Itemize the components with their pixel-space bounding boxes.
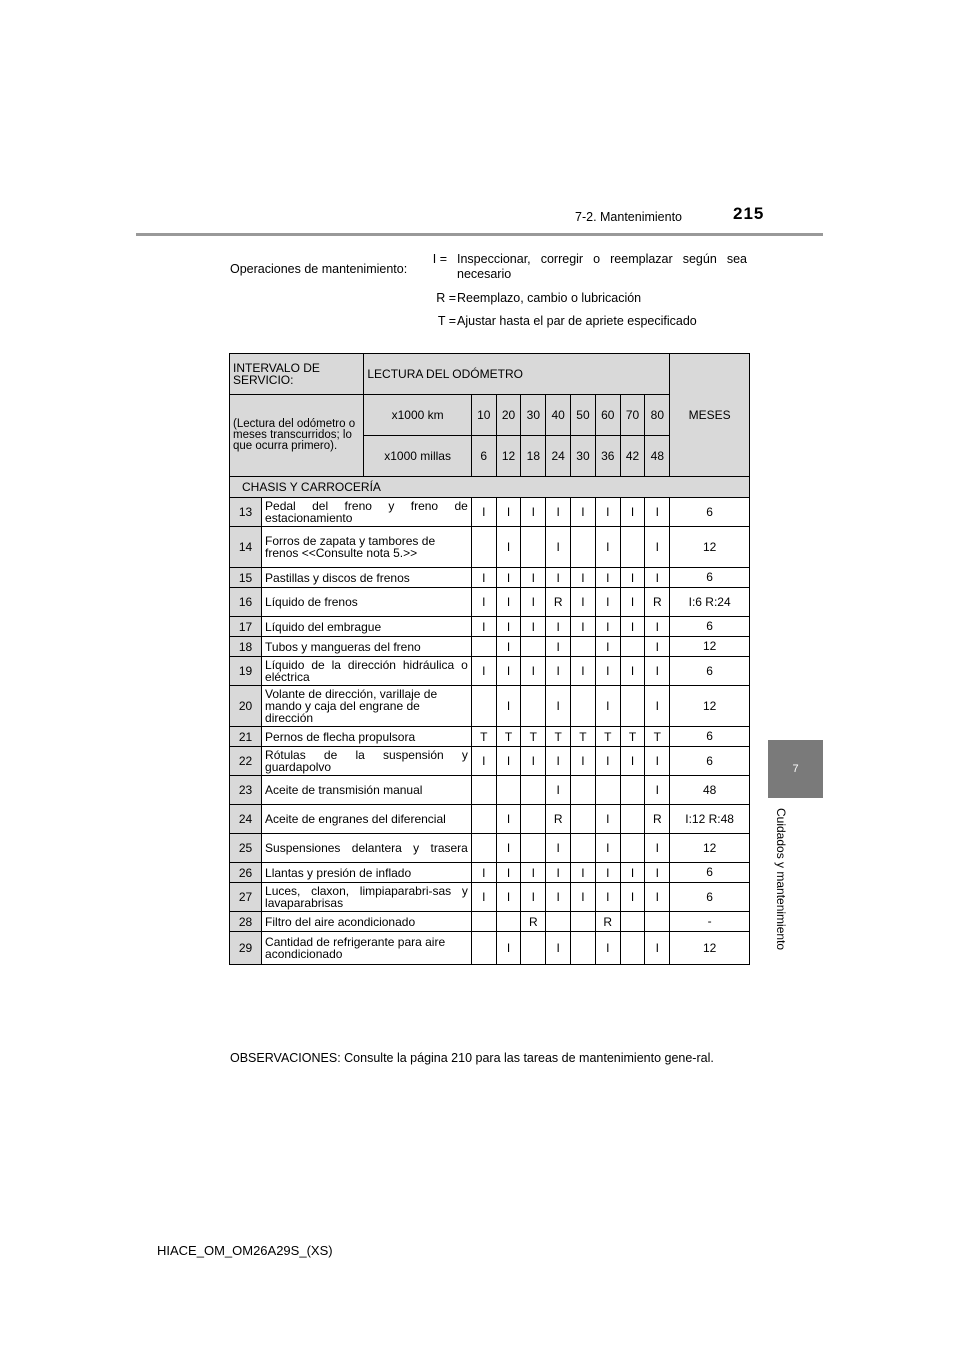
interval-cell: I bbox=[496, 498, 521, 527]
interval-cell bbox=[620, 686, 645, 727]
item-description: Filtro del aire acondicionado bbox=[262, 912, 472, 932]
interval-cell: I bbox=[546, 686, 571, 727]
miles-value: 30 bbox=[571, 436, 596, 477]
interval-cell: I bbox=[471, 588, 496, 617]
interval-cell: I bbox=[571, 747, 596, 776]
item-description: Rótulas de la suspensión y guardapolvo bbox=[262, 747, 472, 776]
observations: OBSERVACIONES: Consulte la página 210 para las tareas de mantenimiento gene-ral. bbox=[230, 1051, 714, 1065]
interval-cell: I bbox=[595, 588, 620, 617]
interval-cell: I bbox=[620, 657, 645, 686]
item-description: Volante de dirección, varillaje de mando y caja del engrane de dirección bbox=[262, 686, 472, 727]
interval-cell: R bbox=[546, 588, 571, 617]
interval-cell: R bbox=[546, 805, 571, 834]
interval-cell bbox=[496, 912, 521, 932]
interval-cell: I bbox=[471, 617, 496, 637]
interval-cell: I bbox=[521, 498, 546, 527]
interval-cell: I bbox=[595, 932, 620, 965]
interval-cell: I bbox=[571, 657, 596, 686]
miles-value: 24 bbox=[546, 436, 571, 477]
interval-cell: I bbox=[496, 883, 521, 912]
interval-cell: I bbox=[521, 747, 546, 776]
interval-cell bbox=[620, 527, 645, 568]
months-cell: 6 bbox=[670, 863, 750, 883]
interval-cell: I bbox=[595, 637, 620, 657]
interval-cell: I bbox=[496, 568, 521, 588]
months-cell: 12 bbox=[670, 637, 750, 657]
table-row bbox=[230, 657, 750, 686]
interval-cell: I bbox=[595, 498, 620, 527]
interval-cell: I bbox=[620, 588, 645, 617]
odometer-header: LECTURA DEL ODÓMETRO bbox=[364, 354, 670, 395]
interval-cell: I bbox=[595, 834, 620, 863]
interval-cell: T bbox=[496, 727, 521, 747]
interval-cell bbox=[571, 686, 596, 727]
table-row bbox=[230, 747, 750, 776]
interval-cell bbox=[595, 776, 620, 805]
miles-value: 36 bbox=[595, 436, 620, 477]
table-row bbox=[230, 883, 750, 912]
interval-cell bbox=[571, 527, 596, 568]
item-description: Aceite de transmisión manual bbox=[262, 776, 472, 805]
months-cell: 6 bbox=[670, 617, 750, 637]
table-row bbox=[230, 527, 750, 568]
interval-cell: I bbox=[521, 568, 546, 588]
item-number: 21 bbox=[230, 727, 262, 747]
item-number: 26 bbox=[230, 863, 262, 883]
interval-cell: R bbox=[521, 912, 546, 932]
interval-cell bbox=[521, 805, 546, 834]
interval-cell: I bbox=[645, 527, 670, 568]
interval-cell: I bbox=[496, 617, 521, 637]
miles-value: 18 bbox=[521, 436, 546, 477]
interval-cell: I bbox=[620, 617, 645, 637]
interval-cell bbox=[471, 805, 496, 834]
months-cell: 6 bbox=[670, 883, 750, 912]
interval-cell: I bbox=[645, 834, 670, 863]
interval-cell: I bbox=[521, 657, 546, 686]
interval-cell bbox=[521, 637, 546, 657]
interval-cell: I bbox=[496, 834, 521, 863]
interval-cell: I bbox=[546, 834, 571, 863]
maintenance-table bbox=[229, 353, 750, 965]
legend-text: Reemplazo, cambio o lubricación bbox=[457, 291, 642, 305]
interval-cell: I bbox=[496, 805, 521, 834]
interval-cell: I bbox=[546, 863, 571, 883]
interval-cell: I bbox=[595, 863, 620, 883]
interval-header: INTERVALO DE SERVICIO: bbox=[230, 354, 364, 395]
table-row bbox=[230, 912, 750, 932]
item-description: Líquido de la dirección hidráulica o eléctrica bbox=[262, 657, 472, 686]
table-row bbox=[230, 932, 750, 965]
interval-cell: I bbox=[546, 932, 571, 965]
interval-cell bbox=[521, 527, 546, 568]
table-row bbox=[230, 617, 750, 637]
legend-symbol: T = bbox=[437, 314, 456, 328]
interval-cell: R bbox=[645, 588, 670, 617]
legend-symbol: I = bbox=[432, 252, 447, 266]
interval-cell: T bbox=[595, 727, 620, 747]
interval-cell: I bbox=[546, 498, 571, 527]
miles-value: 6 bbox=[471, 436, 496, 477]
item-number: 18 bbox=[230, 637, 262, 657]
interval-cell: I bbox=[471, 498, 496, 527]
interval-cell: I bbox=[645, 617, 670, 637]
item-description: Suspensiones delantera y trasera bbox=[262, 834, 472, 863]
item-description: Tubos y mangueras del freno bbox=[262, 637, 472, 657]
interval-cell: I bbox=[471, 657, 496, 686]
months-cell: 6 bbox=[670, 657, 750, 686]
months-cell: 6 bbox=[670, 727, 750, 747]
km-value: 70 bbox=[620, 395, 645, 436]
months-cell: 12 bbox=[670, 932, 750, 965]
item-number: 14 bbox=[230, 527, 262, 568]
interval-cell: I bbox=[645, 932, 670, 965]
interval-cell: T bbox=[471, 727, 496, 747]
legend-text: Inspeccionar, corregir o reemplazar según sea necesario bbox=[457, 252, 747, 281]
item-number: 16 bbox=[230, 588, 262, 617]
interval-cell: I bbox=[645, 657, 670, 686]
section-header: CHASIS Y CARROCERÍA bbox=[230, 477, 750, 498]
interval-cell: I bbox=[546, 776, 571, 805]
miles-label: x1000 millas bbox=[364, 436, 472, 477]
interval-cell bbox=[620, 637, 645, 657]
interval-cell: T bbox=[620, 727, 645, 747]
interval-cell bbox=[471, 932, 496, 965]
legend-symbol: R = bbox=[436, 291, 456, 305]
months-cell: - bbox=[670, 912, 750, 932]
interval-cell bbox=[571, 912, 596, 932]
km-value: 10 bbox=[471, 395, 496, 436]
interval-cell: I bbox=[571, 617, 596, 637]
interval-cell: I bbox=[471, 747, 496, 776]
item-description: Cantidad de refrigerante para aire acondicionado bbox=[262, 932, 472, 965]
item-description: Pernos de flecha propulsora bbox=[262, 727, 472, 747]
interval-cell: I bbox=[645, 863, 670, 883]
interval-cell: I bbox=[496, 686, 521, 727]
interval-cell: I bbox=[595, 568, 620, 588]
interval-cell bbox=[571, 776, 596, 805]
months-cell: 12 bbox=[670, 834, 750, 863]
interval-cell bbox=[471, 834, 496, 863]
interval-cell: I bbox=[496, 588, 521, 617]
item-number: 25 bbox=[230, 834, 262, 863]
interval-cell: I bbox=[546, 637, 571, 657]
interval-cell: I bbox=[595, 686, 620, 727]
interval-cell: I bbox=[546, 568, 571, 588]
item-number: 28 bbox=[230, 912, 262, 932]
interval-cell bbox=[546, 912, 571, 932]
interval-cell: R bbox=[645, 805, 670, 834]
interval-cell: I bbox=[546, 883, 571, 912]
interval-cell: I bbox=[521, 863, 546, 883]
interval-cell: I bbox=[571, 498, 596, 527]
miles-value: 48 bbox=[645, 436, 670, 477]
item-description: Forros de zapata y tambores de frenos <<Consulte nota 5.>> bbox=[262, 527, 472, 568]
km-value: 50 bbox=[571, 395, 596, 436]
km-value: 20 bbox=[496, 395, 521, 436]
interval-cell: I bbox=[496, 863, 521, 883]
interval-cell: I bbox=[496, 527, 521, 568]
interval-cell bbox=[521, 932, 546, 965]
interval-cell: I bbox=[521, 883, 546, 912]
months-cell: 6 bbox=[670, 498, 750, 527]
chapter-label-text: Cuidados y mantenimiento bbox=[774, 808, 788, 951]
interval-cell: I bbox=[496, 932, 521, 965]
item-number: 22 bbox=[230, 747, 262, 776]
item-number: 29 bbox=[230, 932, 262, 965]
chapter-number: 7 bbox=[792, 763, 799, 775]
interval-cell: I bbox=[496, 637, 521, 657]
interval-cell bbox=[521, 834, 546, 863]
item-description: Pedal del freno y freno de estacionamiento bbox=[262, 498, 472, 527]
table-row bbox=[230, 863, 750, 883]
interval-cell bbox=[571, 834, 596, 863]
interval-cell bbox=[471, 776, 496, 805]
interval-cell bbox=[496, 776, 521, 805]
interval-cell bbox=[521, 686, 546, 727]
months-cell: 6 bbox=[670, 568, 750, 588]
item-number: 13 bbox=[230, 498, 262, 527]
interval-note: (Lectura del odómetro o meses transcurridos; lo que ocurra primero). bbox=[230, 395, 364, 477]
interval-cell: I bbox=[546, 657, 571, 686]
interval-cell: I bbox=[645, 776, 670, 805]
chapter-label bbox=[770, 808, 790, 978]
interval-cell: R bbox=[595, 912, 620, 932]
interval-cell: T bbox=[546, 727, 571, 747]
months-cell: 12 bbox=[670, 686, 750, 727]
item-description: Pastillas y discos de frenos bbox=[262, 568, 472, 588]
interval-cell bbox=[620, 776, 645, 805]
interval-cell: T bbox=[571, 727, 596, 747]
interval-cell: I bbox=[595, 747, 620, 776]
months-cell: 48 bbox=[670, 776, 750, 805]
table-row bbox=[230, 588, 750, 617]
interval-cell bbox=[521, 776, 546, 805]
interval-cell: I bbox=[620, 883, 645, 912]
months-cell: 6 bbox=[670, 747, 750, 776]
interval-cell: T bbox=[521, 727, 546, 747]
interval-cell: I bbox=[645, 747, 670, 776]
item-description: Llantas y presión de inflado bbox=[262, 863, 472, 883]
interval-cell: I bbox=[620, 863, 645, 883]
interval-cell bbox=[620, 805, 645, 834]
item-number: 19 bbox=[230, 657, 262, 686]
interval-cell: I bbox=[546, 527, 571, 568]
months-cell: I:6 R:24 bbox=[670, 588, 750, 617]
interval-cell: I bbox=[521, 617, 546, 637]
interval-cell: I bbox=[595, 805, 620, 834]
interval-cell bbox=[620, 834, 645, 863]
interval-cell: I bbox=[645, 883, 670, 912]
table-row bbox=[230, 568, 750, 588]
interval-cell bbox=[471, 912, 496, 932]
interval-cell bbox=[571, 637, 596, 657]
interval-cell: I bbox=[595, 527, 620, 568]
item-number: 15 bbox=[230, 568, 262, 588]
table-row bbox=[230, 686, 750, 727]
interval-cell: I bbox=[571, 883, 596, 912]
interval-cell bbox=[571, 932, 596, 965]
item-number: 17 bbox=[230, 617, 262, 637]
interval-cell bbox=[620, 932, 645, 965]
table-row bbox=[230, 637, 750, 657]
interval-cell: I bbox=[546, 617, 571, 637]
interval-cell: I bbox=[595, 657, 620, 686]
interval-cell bbox=[471, 686, 496, 727]
months-cell: 12 bbox=[670, 527, 750, 568]
interval-cell: I bbox=[645, 637, 670, 657]
chapter-tab bbox=[768, 740, 823, 798]
legend-title: Operaciones de mantenimiento: bbox=[230, 262, 408, 276]
item-description: Aceite de engranes del diferencial bbox=[262, 805, 472, 834]
item-description: Luces, claxon, limpiaparabri-sas y lavaparabrisas bbox=[262, 883, 472, 912]
item-number: 23 bbox=[230, 776, 262, 805]
interval-cell: I bbox=[496, 747, 521, 776]
km-value: 60 bbox=[595, 395, 620, 436]
interval-cell: I bbox=[620, 568, 645, 588]
km-label: x1000 km bbox=[364, 395, 472, 436]
interval-cell: I bbox=[571, 588, 596, 617]
interval-cell: I bbox=[645, 568, 670, 588]
interval-cell bbox=[620, 912, 645, 932]
interval-cell: I bbox=[645, 498, 670, 527]
interval-cell bbox=[571, 805, 596, 834]
interval-cell: I bbox=[471, 568, 496, 588]
section-title: 7-2. Mantenimiento bbox=[575, 210, 683, 224]
item-number: 20 bbox=[230, 686, 262, 727]
km-value: 30 bbox=[521, 395, 546, 436]
interval-cell: I bbox=[595, 883, 620, 912]
interval-cell: T bbox=[645, 727, 670, 747]
km-value: 40 bbox=[546, 395, 571, 436]
interval-cell: I bbox=[595, 617, 620, 637]
interval-cell bbox=[471, 637, 496, 657]
interval-cell: I bbox=[471, 863, 496, 883]
item-description: Líquido del embrague bbox=[262, 617, 472, 637]
interval-cell: I bbox=[571, 568, 596, 588]
interval-cell: I bbox=[571, 863, 596, 883]
miles-value: 42 bbox=[620, 436, 645, 477]
km-value: 80 bbox=[645, 395, 670, 436]
miles-value: 12 bbox=[496, 436, 521, 477]
interval-cell bbox=[645, 912, 670, 932]
interval-cell: I bbox=[546, 747, 571, 776]
interval-cell: I bbox=[620, 747, 645, 776]
table-row bbox=[230, 498, 750, 527]
footer-code: HIACE_OM_OM26A29S_(XS) bbox=[157, 1243, 333, 1258]
interval-cell bbox=[471, 527, 496, 568]
legend-text: Ajustar hasta el par de apriete especificado bbox=[457, 314, 697, 328]
item-number: 24 bbox=[230, 805, 262, 834]
page-number: 215 bbox=[733, 204, 765, 223]
interval-cell: I bbox=[620, 498, 645, 527]
table-row bbox=[230, 805, 750, 834]
header-divider bbox=[136, 233, 823, 236]
months-header: MESES bbox=[670, 354, 750, 477]
table-row bbox=[230, 776, 750, 805]
item-description: Líquido de frenos bbox=[262, 588, 472, 617]
interval-cell: I bbox=[521, 588, 546, 617]
interval-cell: I bbox=[471, 883, 496, 912]
item-number: 27 bbox=[230, 883, 262, 912]
interval-cell: I bbox=[496, 657, 521, 686]
months-cell: I:12 R:48 bbox=[670, 805, 750, 834]
interval-cell: I bbox=[645, 686, 670, 727]
table-row bbox=[230, 727, 750, 747]
table-row bbox=[230, 834, 750, 863]
